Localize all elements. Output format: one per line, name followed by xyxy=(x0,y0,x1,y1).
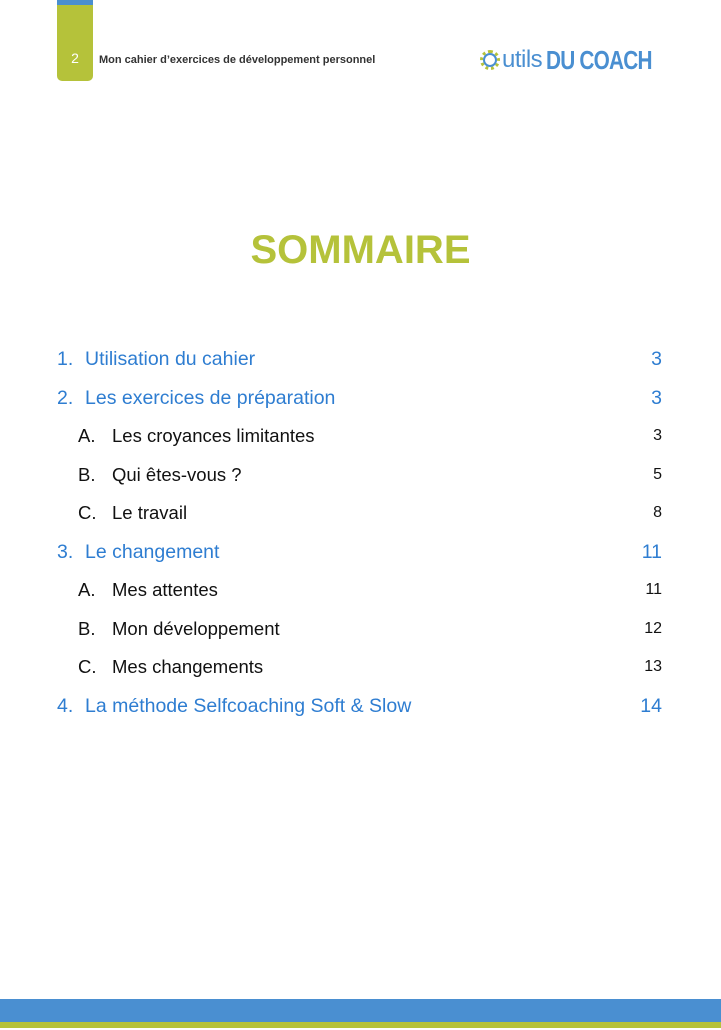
page-number: 2 xyxy=(71,50,79,66)
tab-accent xyxy=(57,0,93,5)
outils-du-coach-logo xyxy=(480,44,678,76)
toc-entry-page: 3 xyxy=(651,348,662,370)
toc-entry-label: Les exercices de préparation xyxy=(85,386,336,409)
footer-green-bar xyxy=(0,1022,721,1028)
toc-entry-label: Mes changements xyxy=(112,656,264,677)
toc-entry[interactable] xyxy=(0,498,721,537)
toc-entry-page: 8 xyxy=(653,504,662,521)
toc-entry[interactable] xyxy=(0,614,721,653)
logo-text-utils: utils xyxy=(502,46,543,73)
toc-entry[interactable] xyxy=(0,575,721,614)
toc-entry-number: C. xyxy=(78,502,97,523)
toc-entry-number: A. xyxy=(78,425,96,446)
toc-entry-label: Qui êtes-vous ? xyxy=(112,463,242,485)
footer-blue-bar xyxy=(0,999,721,1022)
page-number-tab xyxy=(57,0,93,81)
toc-entry-number: 2. xyxy=(57,386,74,409)
toc-entry[interactable] xyxy=(0,344,721,383)
toc-entry[interactable] xyxy=(0,460,721,499)
toc-entry-label: Le travail xyxy=(112,502,188,523)
toc-entry-label: La méthode Selfcoaching Soft & Slow xyxy=(85,694,412,717)
toc-entry-number: B. xyxy=(78,617,96,639)
logo-text-brand: DU COACH xyxy=(546,44,652,75)
toc-entry[interactable] xyxy=(0,691,721,730)
toc-entry-page: 3 xyxy=(651,386,662,409)
document-title: Mon cahier d’exercices de développement personnel xyxy=(99,54,376,66)
toc-entry-label: Les croyances limitantes xyxy=(112,425,315,446)
toc-entry-page: 11 xyxy=(641,540,662,563)
toc-entry-page: 13 xyxy=(644,658,662,675)
toc-entry-page: 3 xyxy=(653,427,662,444)
toc-entry-label: Utilisation du cahier xyxy=(85,348,256,370)
toc-entry-page: 12 xyxy=(644,619,662,637)
toc-entry-label: Mon développement xyxy=(112,617,280,639)
toc-entry-label: Le changement xyxy=(85,540,220,563)
toc-entry[interactable] xyxy=(0,383,721,422)
toc-entry-number: A. xyxy=(78,579,96,600)
gear-o-icon xyxy=(480,50,500,70)
toc-entry-label: Mes attentes xyxy=(112,579,218,600)
toc-entry-number: 3. xyxy=(57,540,74,563)
toc-entry-page: 14 xyxy=(640,694,662,717)
toc-entry-number: 1. xyxy=(57,348,74,370)
toc-entry-number: 4. xyxy=(57,694,74,717)
table-of-contents xyxy=(0,344,721,729)
page-heading: SOMMAIRE xyxy=(250,228,471,272)
toc-entry[interactable] xyxy=(0,537,721,576)
toc-entry[interactable] xyxy=(0,652,721,691)
toc-entry[interactable] xyxy=(0,421,721,460)
toc-entry-number: C. xyxy=(78,656,97,677)
toc-entry-page: 11 xyxy=(645,581,662,598)
toc-entry-number: B. xyxy=(78,463,96,485)
toc-entry-page: 5 xyxy=(653,465,662,483)
